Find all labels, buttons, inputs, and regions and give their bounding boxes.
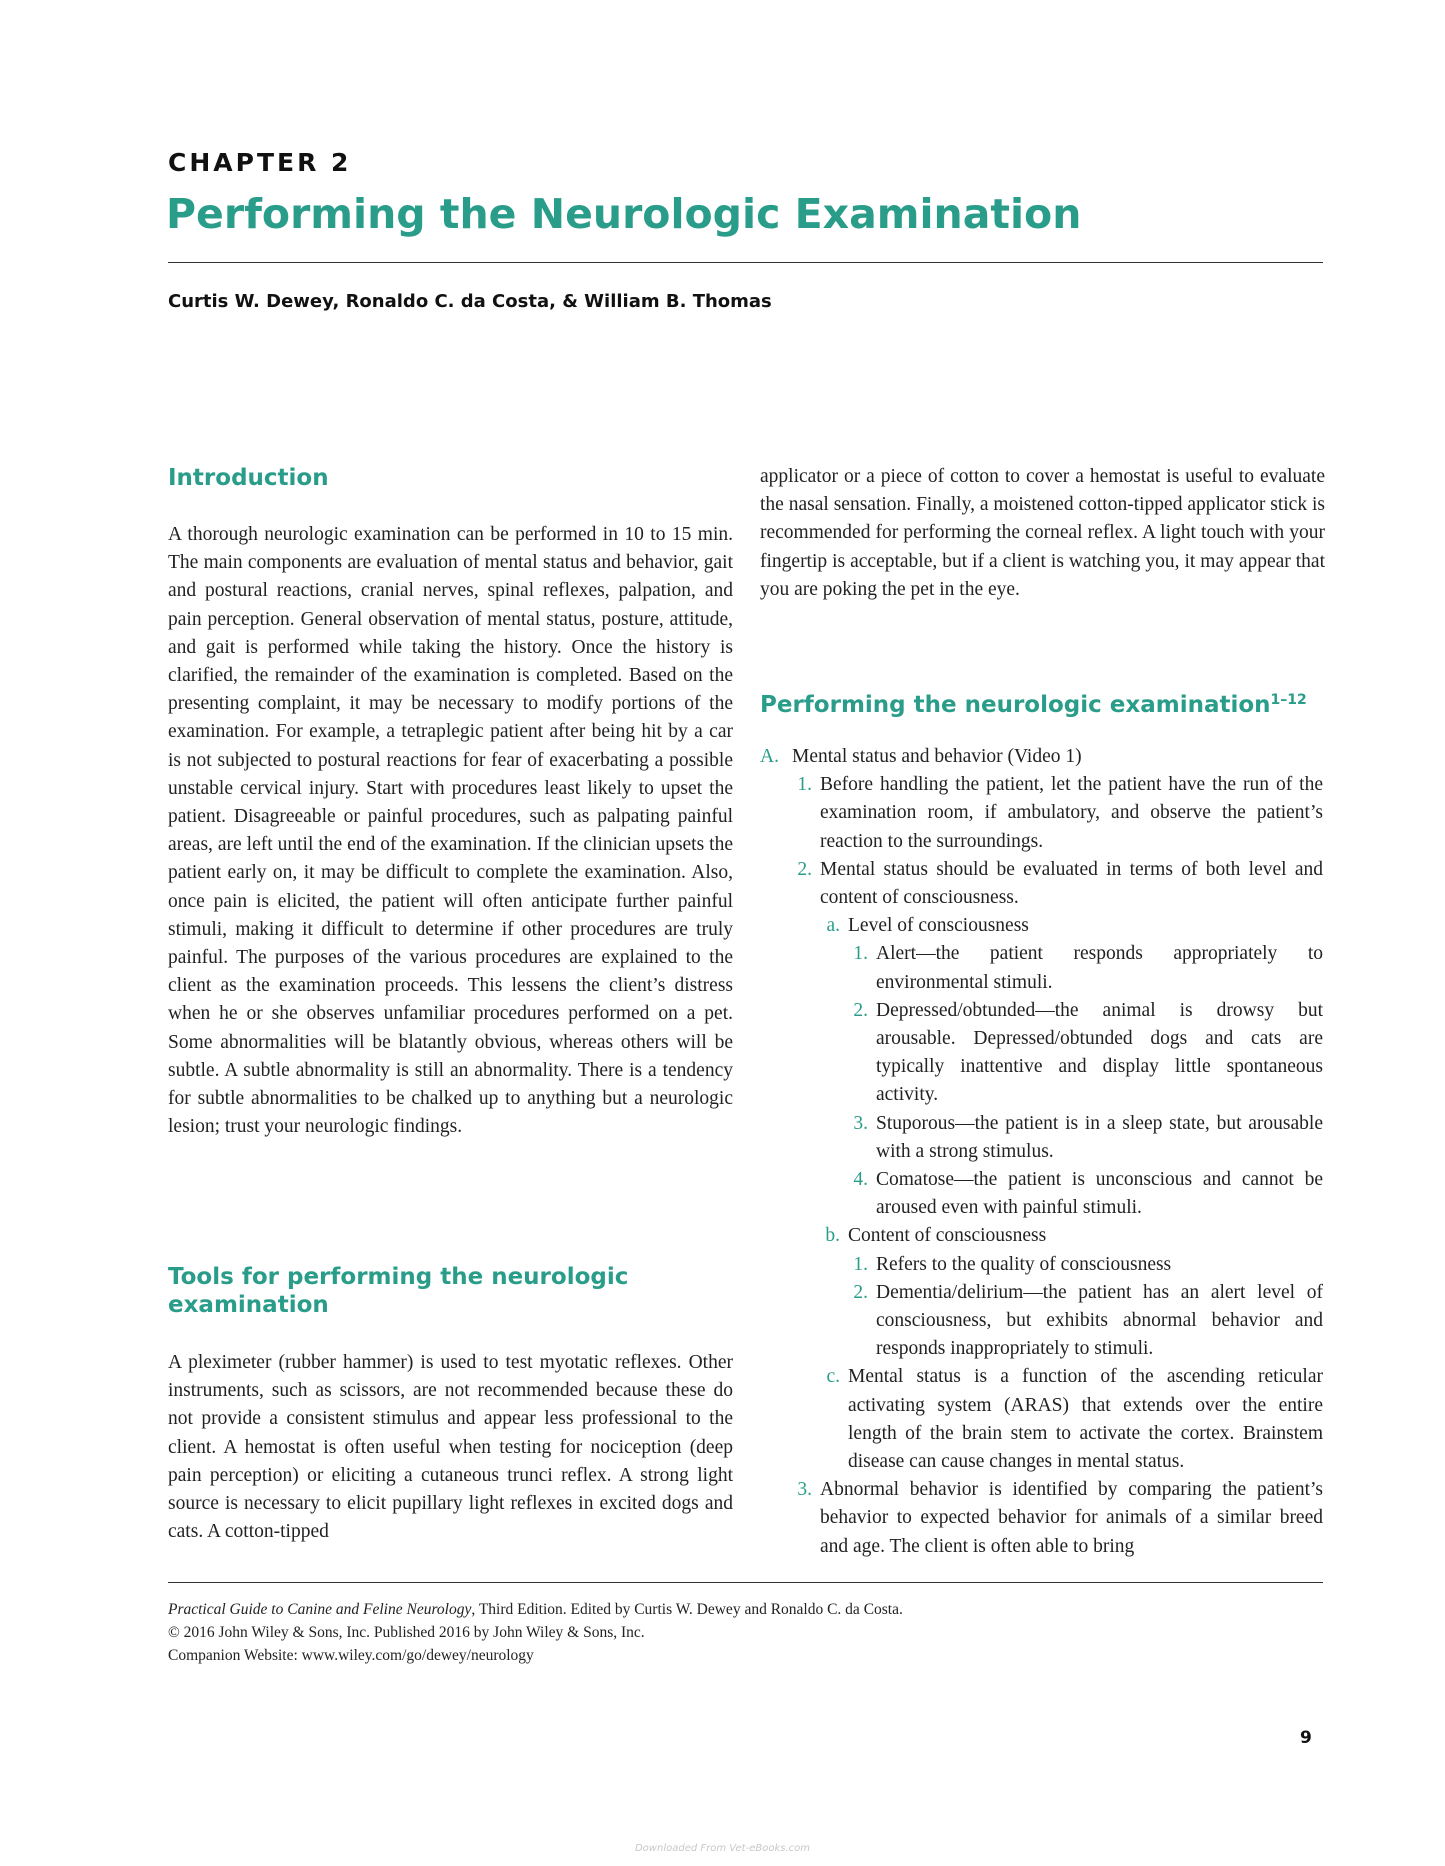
outline-item [760,771,1323,856]
exam-outline [760,743,1323,1561]
outline-item [760,743,1323,771]
outline-marker: 3. [853,1112,868,1134]
title-divider [168,262,1323,263]
chapter-label: CHAPTER 2 [168,148,352,177]
outline-text: Dementia/delirium—the patient has an alert level of consciousness, but exhibits abnormal behavior and responds inappropriately to stimuli. [876,1281,1323,1360]
exam-heading-text: Performing the neurologic examination [760,692,1271,718]
outline-text: Comatose—the patient is unconscious and cannot be aroused even with painful stimuli. [876,1169,1323,1219]
tools-heading [168,1263,733,1319]
footer-line-1 [168,1598,903,1621]
outline-text: Mental status should be evaluated in terms of both level and content of consciousness. [820,858,1323,909]
watermark: Downloaded From Vet-eBooks.com [634,1843,810,1854]
outline-marker: 4. [853,1169,868,1191]
outline-marker: 1. [853,1253,868,1275]
footer-line-2: © 2016 John Wiley & Sons, Inc. Published 2016 by John Wiley & Sons, Inc. [168,1624,645,1641]
tools-paragraph: A pleximeter (rubber hammer) is used to test myotatic reflexes. Other instruments, such as scissors, are not recommended because these do not provide a consistent stimulus and appear less professional to the client. A hemostat is often useful when testing for nociception (deep pain perception) or eliciting a cutaneous trunci reflex. A strong light source is necessary to elicit pupillary light reflexes in excited dogs and cats. A cotton-tipped [168,1352,733,1543]
outline-text: Refers to the quality of consciousness [876,1253,1172,1275]
outline-text: Stuporous—the patient is in a sleep state, but arousable with a strong stimulus. [876,1112,1323,1162]
outline-item [760,912,1323,940]
tools-heading-line2: examination [168,1292,329,1318]
outline-item [760,940,1323,996]
outline-marker: 1. [853,943,868,965]
outline-marker: 1. [797,774,812,796]
outline-item [760,1251,1323,1279]
outline-text: Before handling the patient, let the patient have the run of the examination room, if ambulatory, and observe the patient’s reaction to the surroundings. [820,774,1323,852]
outline-marker: 2. [853,1281,868,1303]
outline-text: Level of consciousness [848,915,1029,937]
introduction-paragraph: A thorough neurologic examination can be performed in 10 to 15 min. The main components are evaluation of mental status and behavior, gait and postural reactions, cranial nerves, spinal reflexes, palpation, and pain perception. General observation of mental status, posture, attitude, and gait is performed while taking the history. Once the history is clarified, the remainder of the examination is completed. Based on the presenting complaint, it may be necessary to modify portions of the examination. For example, a tetraplegic patient after being hit by a car is not subjected to postural reactions for fear of exacerbating a possible unstable cervical injury. Start with procedures least likely to upset the patient. Disagreeable or painful procedures, such as palpating painful areas, are left until the end of the examination. If the clinician upsets the patient early on, it may be difficult to complete the examination. Also, once pain is elicited, the patient will often anticipate further painful stimuli, making it difficult to determine if other procedures are truly painful. The purposes of the various procedures are explained to the client as the examination proceeds. This lessens the client’s distress when he or she observes unfamiliar procedures performed on a pet. Some abnormalities will be blatantly obvious, whereas others will be subtle. A subtle abnormality is still an abnormality. There is a tendency for subtle abnormalities to be chalked up to anything but a neurologic lesion; trust your neurologic findings. [168,524,733,1138]
outline-item [760,1476,1323,1561]
outline-item [760,1110,1323,1166]
outline-text: Content of consciousness [848,1225,1047,1247]
outline-item [760,997,1323,1110]
outline-text: Mental status and behavior (Video 1) [792,746,1082,767]
introduction-heading: Introduction [168,465,329,491]
outline-item [760,856,1323,912]
footer-line-3: Companion Website: www.wiley.com/go/dewey/neurology [168,1647,534,1664]
edition-info: , Third Edition. Edited by Curtis W. Dewey and Ronaldo C. da Costa. [471,1601,903,1618]
tools-continued-section [760,463,1325,604]
outline-text: Abnormal behavior is identified by comparing the patient’s behavior to expected behavior for animals of a similar breed and age. The client is often able to bring [820,1479,1323,1557]
outline-marker: 2. [797,858,812,880]
book-title: Practical Guide to Canine and Feline Neurology [168,1601,472,1618]
outline-text: Mental status is a function of the ascending reticular activating system (ARAS) that extends over the entire length of the brain stem to activate the cortex. Brainstem disease can cause changes in mental status. [848,1366,1323,1473]
outline-marker: 2. [853,999,868,1021]
outline-item [760,1279,1323,1364]
tools-heading-line1: Tools for performing the neurologic [168,1264,629,1290]
outline-item [760,1166,1323,1222]
authors: Curtis W. Dewey, Ronaldo C. da Costa, & William B. Thomas [168,291,772,312]
outline-marker: 3. [797,1479,812,1501]
exam-heading-citation: 1–12 [1270,692,1307,708]
outline-item [760,1222,1323,1250]
tools-section [168,1349,733,1546]
outline-marker: A. [760,746,779,767]
exam-heading [760,686,1360,719]
chapter-title: Performing the Neurologic Examination [166,190,1082,238]
tools-paragraph-continued: applicator or a piece of cotton to cover a hemostat is useful to evaluate the nasal sensation. Finally, a moistened cotton-tipped applicator stick is recommended for performing the corneal reflex. A light touch with your fingertip is acceptable, but if a client is watching you, it may appear that you are poking the pet in the eye. [760,466,1325,600]
outline-marker: c. [826,1366,840,1388]
footer-divider [168,1582,1323,1583]
outline-text: Alert—the patient responds appropriately to environmental stimuli. [876,943,1323,993]
copyright-footer [168,1598,903,1667]
introduction-section [168,521,733,1141]
outline-item [760,1363,1323,1476]
outline-marker: a. [826,915,840,937]
outline-text: Depressed/obtunded—the animal is drowsy but arousable. Depressed/obtunded dogs and cats are typically inattentive and display little spontaneous activity. [876,999,1323,1106]
page-number: 9 [1300,1728,1312,1748]
outline-marker: b. [825,1225,840,1247]
